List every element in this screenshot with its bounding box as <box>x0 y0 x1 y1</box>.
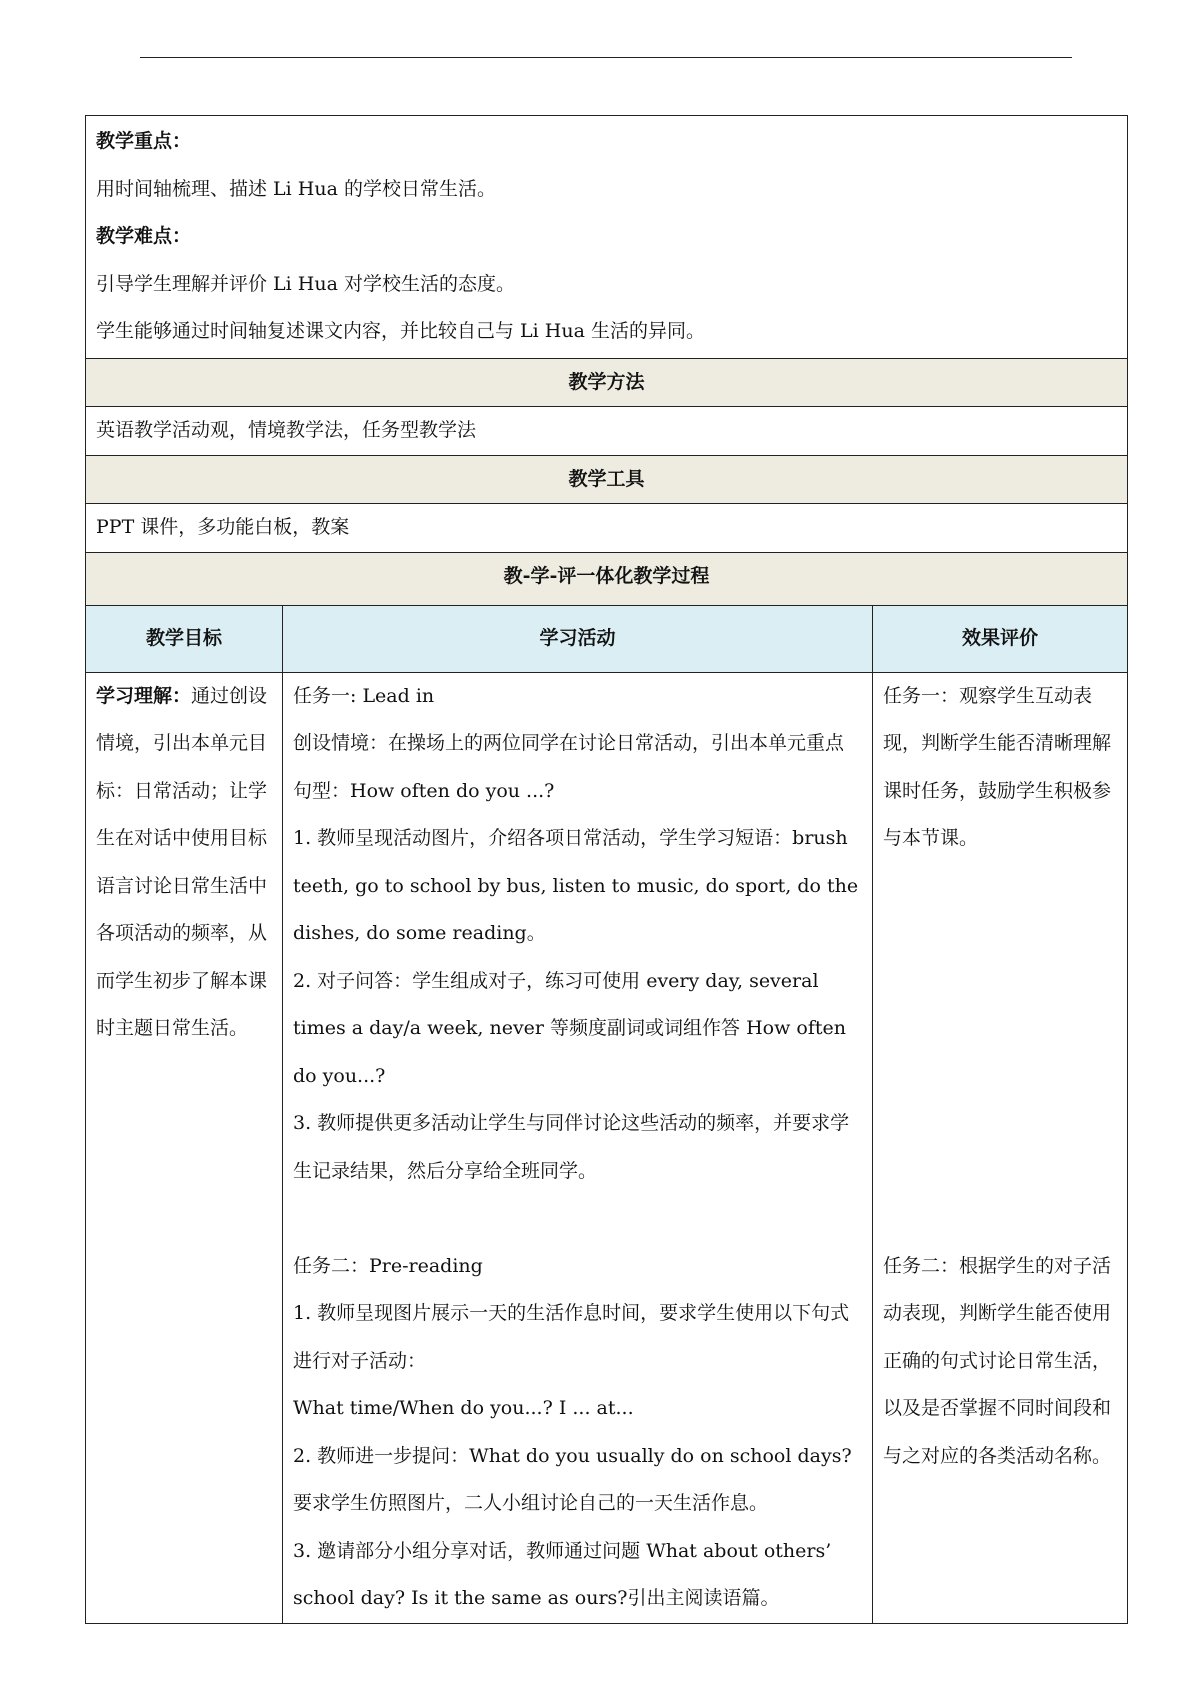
key-points-title: 教学重点： <box>96 130 192 152</box>
process-title: 教-学-评一体化教学过程 <box>86 552 1128 605</box>
activity-line: 创设情境：在操场上的两位同学在讨论日常活动，引出本单元重点句型：How often do you ...? <box>293 732 845 802</box>
key-points-text: 用时间轴梳理、描述 Li Hua 的学校日常生活。 <box>96 177 496 200</box>
methods-text: 英语教学活动观，情境教学法，任务型教学法 <box>86 407 1128 456</box>
goal-cell <box>86 672 283 1623</box>
activity-line: 任务二：Pre-reading <box>293 1254 483 1277</box>
difficulties-line: 引导学生理解并评价 Li Hua 对学校生活的态度。 <box>96 272 515 295</box>
activity-cell <box>283 672 873 1623</box>
evaluation-task2: 任务二：根据学生的对子活动表现，判断学生能否使用正确的句式讨论日常生活，以及是否掌握不同时间段和与之对应的各类活动名称。 <box>883 1254 1112 1467</box>
tools-header-row <box>86 455 1128 504</box>
activity-line: What time/When do you...? I ... at... <box>293 1397 634 1419</box>
activity-line: 2. 教师进一步提问：What do you usually do on school days? 要求学生仿照图片，二人小组讨论自己的一天生活作息。 <box>293 1444 852 1514</box>
activity-blank-line <box>293 1195 862 1243</box>
goal-text: 通过创设情境，引出本单元目标：日常活动；让学生在对话中使用目标语言讨论日常生活中各项活动的频率，从而学生初步了解本课时主题日常生活。 <box>96 684 268 1039</box>
column-header-row <box>86 605 1128 672</box>
tools-title: 教学工具 <box>86 455 1128 504</box>
evaluation-spacer <box>883 863 1117 1243</box>
column-header-activity: 学习活动 <box>283 605 873 672</box>
key-points-row <box>86 116 1128 359</box>
process-body-row <box>86 672 1128 1623</box>
methods-header-row <box>86 358 1128 407</box>
goal-label: 学习理解： <box>96 684 192 707</box>
activity-line: 1. 教师呈现活动图片，介绍各项日常活动，学生学习短语：brush teeth, go to school by bus, listen to music, do sport, do the dishes, do some reading。 <box>293 827 859 944</box>
activity-line: 1. 教师呈现图片展示一天的生活作息时间，要求学生使用以下句式进行对子活动： <box>293 1302 850 1372</box>
header-rule <box>140 57 1072 58</box>
column-header-evaluation: 效果评价 <box>873 605 1128 672</box>
process-header-row <box>86 552 1128 605</box>
key-points-cell <box>86 116 1128 359</box>
lesson-plan-table <box>85 115 1128 1624</box>
activity-line: 3. 邀请部分小组分享对话，教师通过问题 What about others’ school day? Is it the same as ours?引出主阅读语篇。 <box>293 1539 832 1609</box>
methods-title: 教学方法 <box>86 358 1128 407</box>
evaluation-task1: 任务一：观察学生互动表现，判断学生能否清晰理解课时任务，鼓励学生积极参与本节课。 <box>883 684 1112 849</box>
activity-line: 任务一: Lead in <box>293 684 435 707</box>
difficulties-line: 学生能够通过时间轴复述课文内容，并比较自己与 Li Hua 生活的异同。 <box>96 320 705 342</box>
column-header-goal: 教学目标 <box>86 605 283 672</box>
evaluation-cell <box>873 672 1128 1623</box>
methods-row <box>86 407 1128 456</box>
tools-text: PPT 课件，多功能白板，教案 <box>86 504 1128 553</box>
difficulties-title: 教学难点： <box>96 225 192 247</box>
tools-row <box>86 504 1128 553</box>
activity-line: 2. 对子问答：学生组成对子，练习可使用 every day, several times a day/a week, never 等频度副词或词组作答 How often do you...? <box>293 969 846 1087</box>
activity-line: 3. 教师提供更多活动让学生与同伴讨论这些活动的频率，并要求学生记录结果，然后分享给全班同学。 <box>293 1112 850 1182</box>
